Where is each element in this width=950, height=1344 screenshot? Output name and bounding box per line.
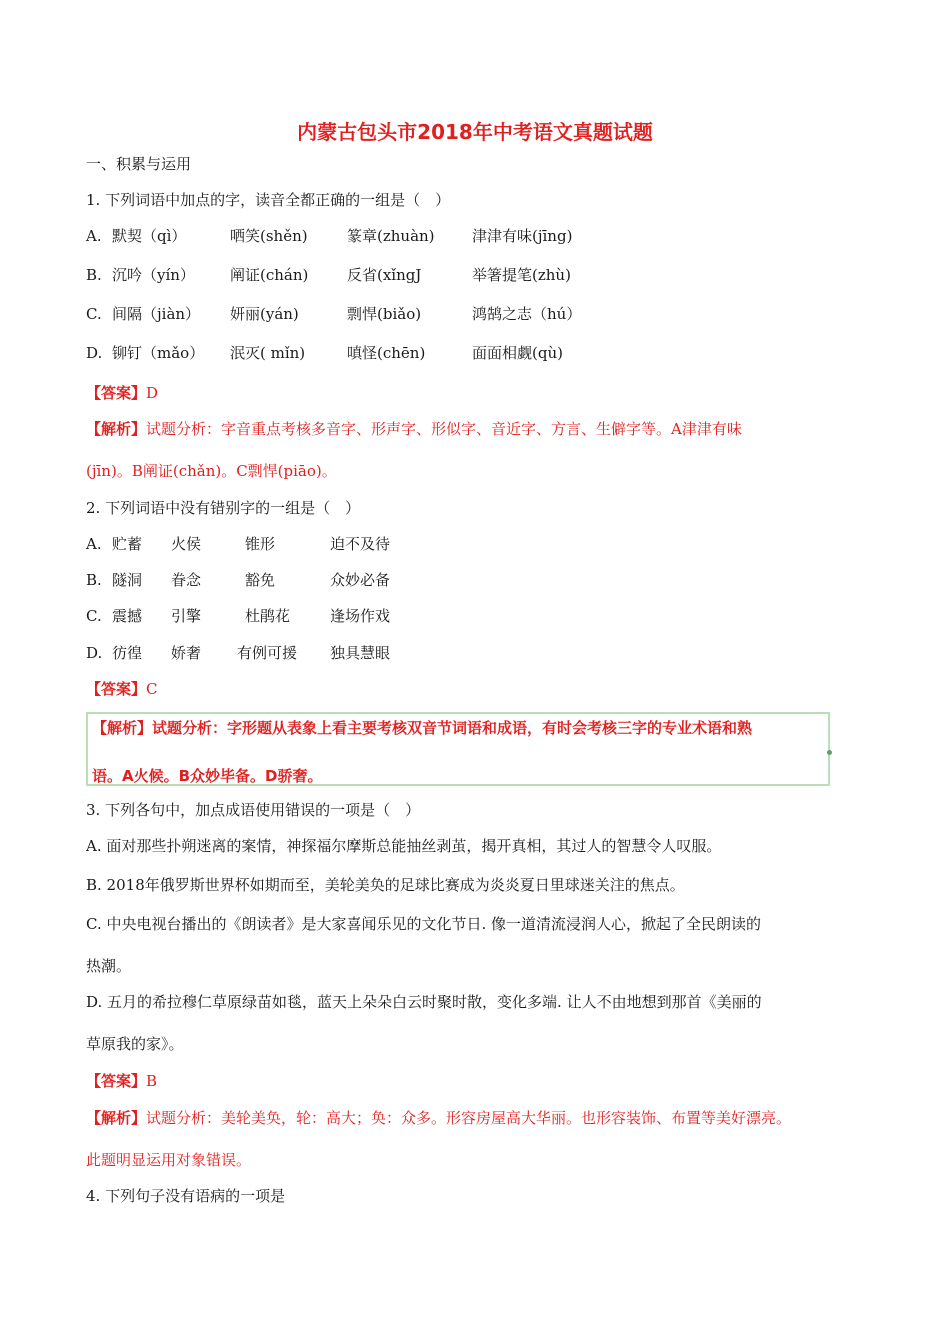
section-heading: 一、积累与运用 [86, 155, 192, 173]
q2-option-item: 众妙必备 [330, 571, 391, 589]
q1-option-letter: D. [86, 344, 103, 362]
page-title: 内蒙古包头市2018年中考语文真题试题 [297, 120, 653, 144]
q2-option-letter: A. [86, 535, 102, 553]
q3-option-a: A. 面对那些扑朔迷离的案情，神探福尔摩斯总能抽丝剥茧，揭开真相，其过人的智慧令人叹服。 [86, 837, 722, 855]
resize-handle-icon[interactable] [827, 750, 832, 755]
q1-option-item: 鸿鹄之志（hú） [472, 305, 582, 323]
q1-option-item: 哂笑(shěn) [230, 227, 308, 245]
q2-answer [86, 679, 158, 699]
q2-option-item: 震撼 [112, 607, 143, 625]
q1-stem: 1. 下列词语中加点的字，读音全都正确的一组是（ ） [86, 191, 451, 209]
answer-tag: 【答案】 [86, 384, 147, 402]
q3-stem: 3. 下列各句中，加点成语使用错误的一项是（ ） [86, 801, 421, 819]
q3-analysis-line-2: 此题明显运用对象错误。 [86, 1151, 252, 1169]
q1-option-item: 反省(xǐngJ [347, 266, 422, 284]
q2-option-letter: C. [86, 607, 102, 625]
q3-answer [86, 1071, 157, 1091]
q1-option-item: 泯灭( mǐn) [230, 344, 306, 362]
answer-value: D [146, 384, 159, 402]
q2-option-letter: D. [86, 644, 103, 662]
q1-option-letter: A. [86, 227, 102, 245]
q1-option-item: 默契（qì） [112, 227, 187, 245]
q1-option-item: 举箸提笔(zhù) [472, 266, 571, 284]
q3-analysis-line-1 [86, 1108, 791, 1128]
q2-option-item: 逢场作戏 [330, 607, 391, 625]
q2-option-item: 眷念 [171, 571, 202, 589]
analysis-tag: 【解析】 [86, 420, 147, 438]
q1-option-item: 阐证(chán) [230, 266, 309, 284]
analysis-tag: 【解析】 [92, 719, 153, 737]
q2-option-item: 贮蓄 [112, 535, 143, 553]
q3-option-b: B. 2018年俄罗斯世界杯如期而至，美轮美奂的足球比赛成为炎炎夏日里球迷关注的焦点。 [86, 876, 685, 894]
q2-option-item: 娇奢 [171, 644, 202, 662]
q2-option-item: 豁免 [245, 571, 276, 589]
q3-option-c-line-1: C. 中央电视台播出的《朗读者》是大家喜闻乐见的文化节日. 像一道清流浸润人心，掀起了全民朗读的 [86, 915, 762, 933]
answer-tag: 【答案】 [86, 1072, 147, 1090]
q3-option-d-line-2: 草原我的家》。 [86, 1035, 184, 1053]
q2-option-item: 迫不及待 [330, 535, 391, 553]
q1-option-item: 妍丽(yán) [230, 305, 299, 323]
answer-value: B [146, 1072, 158, 1090]
q2-analysis-line-1 [92, 718, 752, 738]
analysis-tag: 【解析】 [86, 1109, 147, 1127]
q2-option-item: 彷徨 [112, 644, 143, 662]
q2-option-letter: B. [86, 571, 102, 589]
q1-option-item: 面面相觑(qù) [472, 344, 563, 362]
q2-option-item: 火侯 [171, 535, 202, 553]
q1-option-item: 嗔怪(chēn) [347, 344, 426, 362]
q2-option-item: 独具慧眼 [330, 644, 391, 662]
q1-answer [86, 383, 158, 403]
q2-option-item: 有例可援 [237, 644, 298, 662]
q1-option-letter: C. [86, 305, 102, 323]
analysis-text: 试题分析：字音重点考核多音字、形声字、形似字、音近字、方言、生僻字等。A津津有味 [146, 420, 742, 438]
q1-analysis-line-1 [86, 419, 742, 439]
q2-option-item: 锥形 [245, 535, 276, 553]
q2-analysis-selection-box[interactable] [86, 712, 830, 786]
q2-analysis-line-2: 语。A火候。B众妙毕备。D骄奢。 [92, 767, 323, 785]
analysis-text: 试题分析：美轮美奂，轮：高大；奂：众多。形容房屋高大华丽。也形容装饰、布置等美好漂亮。 [146, 1109, 792, 1127]
q1-option-item: 津津有味(jīng) [472, 227, 573, 245]
q2-option-item: 隧洞 [112, 571, 143, 589]
analysis-text: 试题分析：字形题从表象上看主要考核双音节词语和成语，有时会考核三字的专业术语和熟 [152, 719, 753, 737]
answer-tag: 【答案】 [86, 680, 147, 698]
q1-option-item: 篆章(zhuàn) [347, 227, 435, 245]
q1-option-item: 间隔（jiàn） [112, 305, 201, 323]
q2-option-item: 杜鹃花 [245, 607, 291, 625]
q4-stem: 4. 下列句子没有语病的一项是 [86, 1187, 286, 1205]
q3-option-c-line-2: 热潮。 [86, 957, 132, 975]
q1-analysis-line-2: (jīn)。B阐证(chǎn)。C剽悍(piāo)。 [86, 462, 337, 480]
q1-option-item: 沉吟（yín） [112, 266, 195, 284]
q1-option-letter: B. [86, 266, 102, 284]
q2-option-item: 引擎 [171, 607, 202, 625]
q1-option-item: 铆钉（mǎo） [112, 344, 205, 362]
answer-value: C [146, 680, 158, 698]
q1-option-item: 剽悍(biǎo) [347, 305, 422, 323]
q3-option-d-line-1: D. 五月的希拉穆仁草原绿苗如毯，蓝天上朵朵白云时聚时散，变化多端. 让人不由地想到那首《美丽的 [86, 993, 762, 1011]
q2-stem: 2. 下列词语中没有错别字的一组是（ ） [86, 499, 361, 517]
